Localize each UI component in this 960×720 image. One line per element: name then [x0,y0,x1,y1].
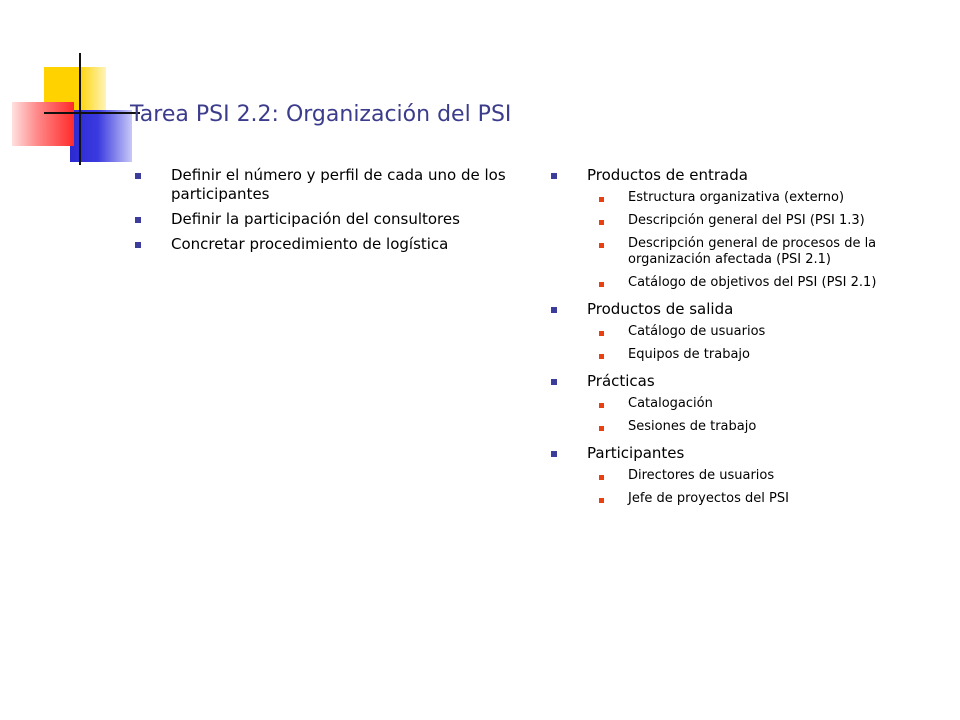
red-square-decoration [12,102,74,146]
group-productos-entrada [550,166,940,291]
group-label: Participantes [587,444,685,462]
sub-item: Jefe de proyectos del PSI [550,491,940,507]
sub-list [587,324,940,363]
sub-item: Sesiones de trabajo [550,419,940,435]
sub-item: Catálogo de usuarios [550,324,940,340]
left-bullet-item: Definir el número y perfil de cada uno de los participantes [134,166,524,204]
group-productos-salida [550,300,940,363]
group-label: Prácticas [587,372,655,390]
horizontal-line-decoration [44,112,140,114]
group-participantes [550,444,940,507]
left-bullet-list [134,166,524,260]
slide-title: Tarea PSI 2.2: Organización del PSI [130,102,512,127]
sub-list [587,468,940,507]
group-practicas [550,372,940,435]
sub-list [587,190,940,291]
sub-item: Estructura organizativa (externo) [550,190,940,206]
sub-list [587,396,940,435]
left-bullet-item: Concretar procedimiento de logística [134,235,524,254]
sub-item: Equipos de trabajo [550,347,940,363]
sub-item: Descripción general del PSI (PSI 1.3) [550,213,940,229]
sub-item: Catálogo de objetivos del PSI (PSI 2.1) [550,275,940,291]
sub-item: Catalogación [550,396,940,412]
group-label: Productos de salida [587,300,734,318]
group-label: Productos de entrada [587,166,748,184]
right-bullet-list [550,166,940,516]
sub-item: Directores de usuarios [550,468,940,484]
vertical-line-decoration [79,53,81,165]
sub-item: Descripción general de procesos de la organización afectada (PSI 2.1) [550,236,940,268]
corner-decoration [0,0,140,170]
left-bullet-item: Definir la participación del consultores [134,210,524,229]
